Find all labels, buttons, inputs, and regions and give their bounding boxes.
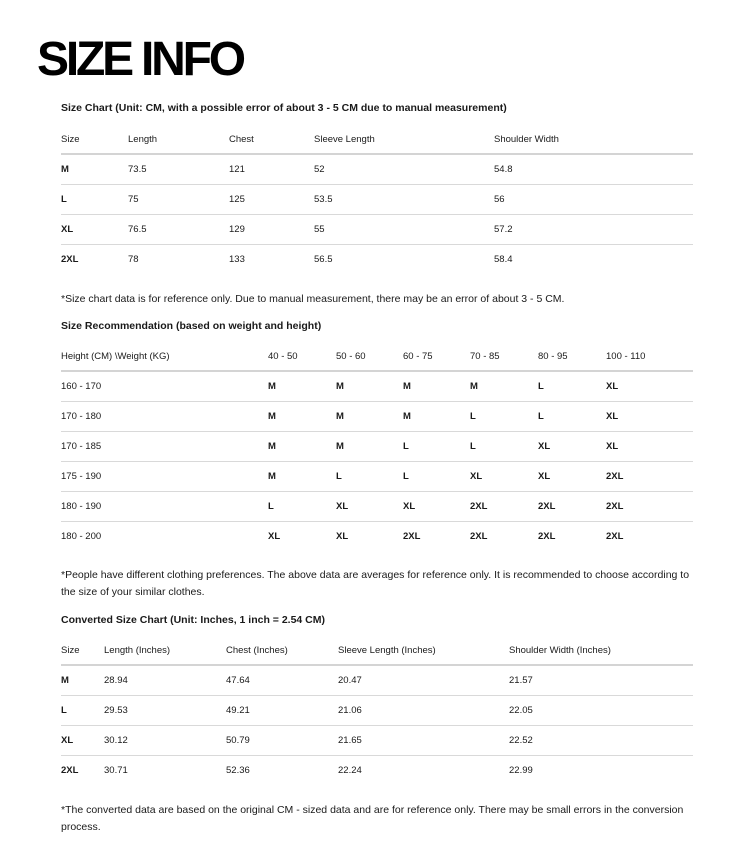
size-cell: L (61, 705, 67, 716)
size-cell: L (403, 471, 409, 482)
table-cell: 29.53 (104, 705, 128, 716)
table-cell: 20.47 (338, 675, 362, 686)
table-header-row (61, 636, 693, 666)
table-cell: 76.5 (128, 224, 147, 235)
header-cell: Size (61, 134, 80, 145)
height-cell: 160 - 170 (61, 381, 102, 392)
table-cell: 21.06 (338, 705, 362, 716)
size-cell: L (403, 441, 409, 452)
header-cell: 60 - 75 (403, 351, 433, 362)
size-cell: M (268, 411, 276, 422)
table-cell: 78 (128, 254, 139, 265)
size-cell: M (61, 164, 69, 175)
header-cell: Shoulder Width (494, 134, 559, 145)
size-cell: 2XL (606, 471, 624, 482)
table-cell: 56 (494, 194, 505, 205)
header-cell: 100 - 110 (606, 351, 646, 362)
size-cell: XL (61, 224, 74, 235)
size-cell: M (268, 441, 276, 452)
header-cell: Sleeve Length (Inches) (338, 645, 436, 656)
table-row (61, 756, 693, 785)
converted-chart-table (61, 636, 693, 785)
header-cell: Height (CM) \Weight (KG) (61, 351, 170, 362)
size-cell: XL (606, 441, 619, 452)
size-cell: XL (403, 501, 416, 512)
size-cell: M (336, 441, 344, 452)
size-cell: 2XL (61, 254, 79, 265)
table-row (61, 462, 693, 492)
table-cell: 22.24 (338, 765, 362, 776)
table-cell: 133 (229, 254, 245, 265)
table-cell: 30.12 (104, 735, 128, 746)
table-cell: 56.5 (314, 254, 333, 265)
size-cell: XL (606, 411, 619, 422)
table-cell: 28.94 (104, 675, 128, 686)
size-cell: 2XL (606, 531, 624, 542)
table-row (61, 215, 693, 245)
size-cell: L (538, 411, 544, 422)
table-cell: 50.79 (226, 735, 250, 746)
table-cell: 54.8 (494, 164, 513, 175)
size-cell: XL (606, 381, 619, 392)
converted-chart-note: *The converted data are based on the original CM - sized data and are for reference only. There may be small errors in the conversion process. (61, 804, 684, 833)
size-cell: 2XL (606, 501, 624, 512)
table-cell: 125 (229, 194, 245, 205)
table-cell: 121 (229, 164, 245, 175)
size-cell: 2XL (403, 531, 421, 542)
header-cell: Chest (Inches) (226, 645, 288, 656)
size-cell: M (61, 675, 69, 686)
table-cell: 129 (229, 224, 245, 235)
table-row (61, 372, 693, 402)
table-row (61, 696, 693, 726)
size-cell: 2XL (470, 531, 488, 542)
size-cell: XL (268, 531, 281, 542)
size-cell: 2XL (470, 501, 488, 512)
table-cell: 30.71 (104, 765, 128, 776)
table-cell: 58.4 (494, 254, 513, 265)
height-cell: 175 - 190 (61, 471, 102, 482)
table-row (61, 185, 693, 215)
height-cell: 180 - 190 (61, 501, 102, 512)
header-cell: Length (Inches) (104, 645, 171, 656)
table-row (61, 492, 693, 522)
recommendation-table (61, 342, 693, 551)
table-row (61, 522, 693, 551)
header-cell: 80 - 95 (538, 351, 568, 362)
page-title: SIZE INFO (37, 33, 243, 86)
table-cell: 22.52 (509, 735, 533, 746)
size-cell: XL (538, 471, 551, 482)
table-row (61, 726, 693, 756)
table-row (61, 155, 693, 185)
recommendation-note: *People have different clothing preferences. The above data are averages for reference only. It is recommended to choose according to the size of your similar clothes. (61, 569, 690, 598)
table-row (61, 402, 693, 432)
size-cell: L (470, 411, 476, 422)
size-cell: L (538, 381, 544, 392)
size-cell: M (268, 381, 276, 392)
table-row (61, 432, 693, 462)
header-cell: Length (128, 134, 158, 145)
size-cell: L (336, 471, 342, 482)
size-cell: L (61, 194, 67, 205)
table-header-row (61, 125, 693, 155)
size-cell: M (268, 471, 276, 482)
table-cell: 55 (314, 224, 325, 235)
table-row (61, 245, 693, 274)
size-cell: M (403, 381, 411, 392)
table-row (61, 666, 693, 696)
table-cell: 22.99 (509, 765, 533, 776)
size-cell: L (470, 441, 476, 452)
recommendation-title: Size Recommendation (based on weight and height) (61, 320, 322, 332)
header-cell: 70 - 85 (470, 351, 500, 362)
size-cell: M (470, 381, 478, 392)
table-cell: 75 (128, 194, 139, 205)
table-header-row (61, 342, 693, 372)
table-cell: 47.64 (226, 675, 250, 686)
height-cell: 180 - 200 (61, 531, 102, 542)
header-cell: Sleeve Length (314, 134, 375, 145)
height-cell: 170 - 185 (61, 441, 102, 452)
table-cell: 52 (314, 164, 325, 175)
size-cell: XL (336, 531, 349, 542)
table-cell: 52.36 (226, 765, 250, 776)
table-cell: 49.21 (226, 705, 250, 716)
size-cell: M (336, 411, 344, 422)
size-cell: M (336, 381, 344, 392)
size-cell: M (403, 411, 411, 422)
size-cell: XL (61, 735, 74, 746)
size-cell: L (268, 501, 274, 512)
size-cell: XL (538, 441, 551, 452)
size-cell: 2XL (61, 765, 79, 776)
size-cell: XL (336, 501, 349, 512)
converted-chart-title: Converted Size Chart (Unit: Inches, 1 inch = 2.54 CM) (61, 614, 326, 626)
size-chart-note: *Size chart data is for reference only. Due to manual measurement, there may be an error of about 3 - 5 CM. (61, 293, 565, 305)
height-cell: 170 - 180 (61, 411, 102, 422)
table-cell: 53.5 (314, 194, 333, 205)
header-cell: Size (61, 645, 80, 656)
size-chart-table (61, 125, 693, 274)
size-cell: 2XL (538, 531, 556, 542)
size-chart-title: Size Chart (Unit: CM, with a possible error of about 3 - 5 CM due to manual measurement) (61, 102, 507, 114)
table-cell: 57.2 (494, 224, 513, 235)
table-cell: 21.57 (509, 675, 533, 686)
header-cell: 40 - 50 (268, 351, 298, 362)
header-cell: Shoulder Width (Inches) (509, 645, 611, 656)
header-cell: Chest (229, 134, 254, 145)
header-cell: 50 - 60 (336, 351, 366, 362)
size-cell: XL (470, 471, 483, 482)
size-cell: 2XL (538, 501, 556, 512)
table-cell: 73.5 (128, 164, 147, 175)
table-cell: 22.05 (509, 705, 533, 716)
table-cell: 21.65 (338, 735, 362, 746)
